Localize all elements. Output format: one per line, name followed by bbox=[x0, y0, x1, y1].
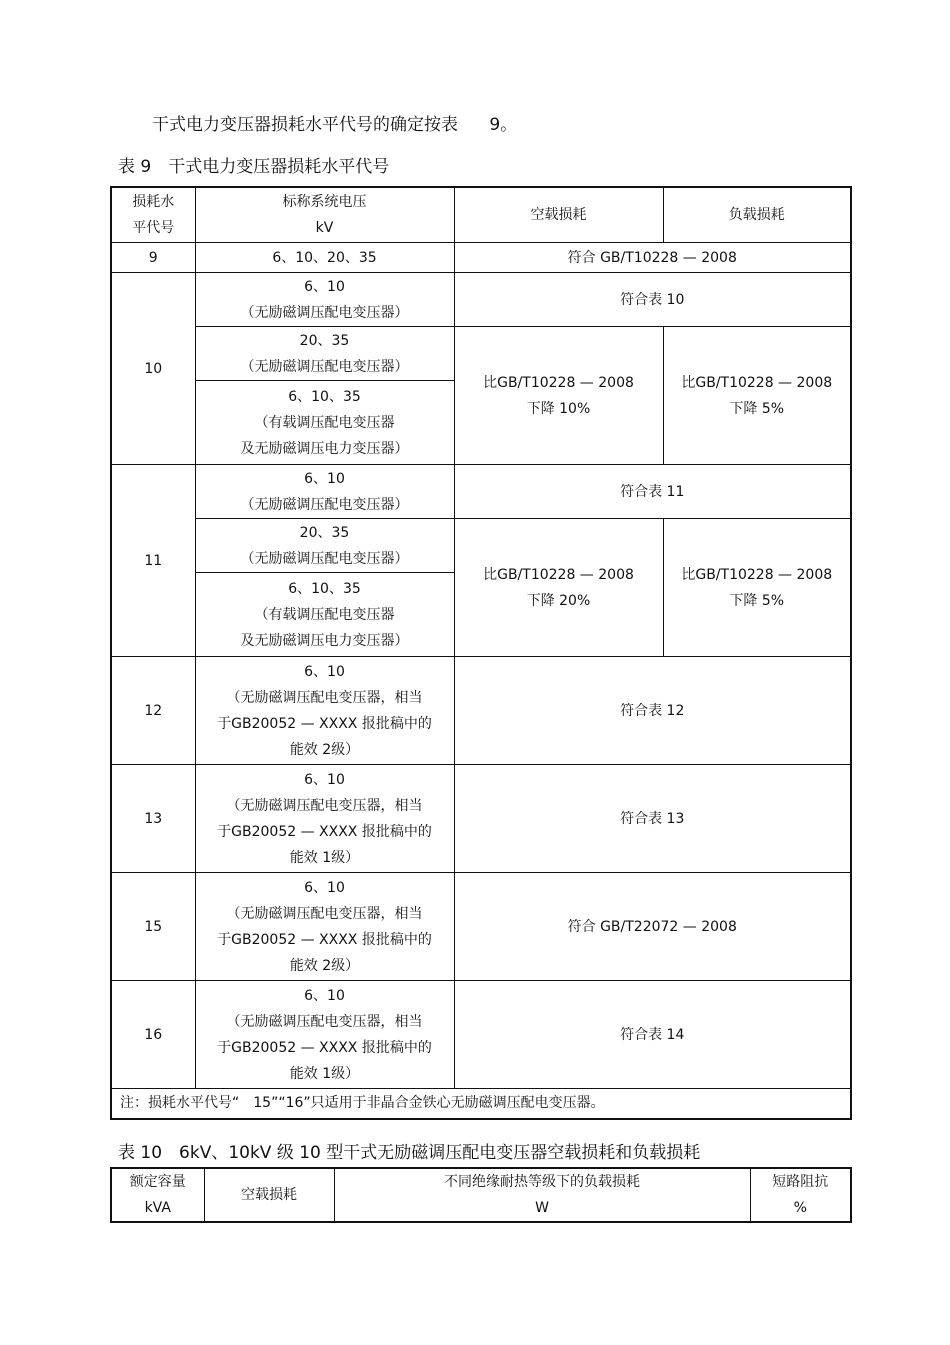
load-cell: 比GB/T10228 — 2008 下降 5% bbox=[663, 327, 851, 465]
table-row bbox=[111, 519, 851, 573]
voltage-cell: 20、35 （无励磁调压配电变压器） bbox=[195, 519, 454, 573]
voltage-cell: 6、10 （无励磁调压配电变压器，相当 于GB20052 — XXXX 报批稿中的 能效 2级） bbox=[195, 873, 454, 981]
table-row bbox=[111, 765, 851, 873]
code-cell: 10 bbox=[111, 273, 195, 465]
table-row bbox=[111, 327, 851, 381]
spec-cell: 符合表 12 bbox=[454, 657, 851, 765]
voltage-cell: 20、35 （无励磁调压配电变压器） bbox=[195, 327, 454, 381]
voltage-cell: 6、10 （无励磁调压配电变压器，相当 于GB20052 — XXXX 报批稿中的 能效 1级） bbox=[195, 981, 454, 1089]
header-impedance: 短路阻抗 % bbox=[750, 1168, 851, 1222]
voltage-cell: 6、10 （无励磁调压配电变压器，相当 于GB20052 — XXXX 报批稿中的 能效 1级） bbox=[195, 765, 454, 873]
table-row bbox=[111, 657, 851, 765]
intro-text: 干式电力变压器损耗水平代号的确定按表 bbox=[152, 115, 458, 135]
table-row bbox=[111, 273, 851, 327]
voltage-cell: 6、10 （无励磁调压配电变压器） bbox=[195, 465, 454, 519]
code-cell: 12 bbox=[111, 657, 195, 765]
table-row bbox=[111, 873, 851, 981]
header-voltage: 标称系统电压 kV bbox=[195, 187, 454, 243]
code-cell: 11 bbox=[111, 465, 195, 657]
table10-header bbox=[110, 1167, 852, 1223]
noload-cell: 比GB/T10228 — 2008 下降 20% bbox=[454, 519, 663, 657]
table-row bbox=[111, 465, 851, 519]
table-note: 注：损耗水平代号“ 15”“16”只适用于非晶合金铁心无励磁调压配电变压器。 bbox=[111, 1089, 851, 1119]
noload-cell: 比GB/T10228 — 2008 下降 10% bbox=[454, 327, 663, 465]
table-header-row bbox=[111, 187, 851, 243]
load-cell: 比GB/T10228 — 2008 下降 5% bbox=[663, 519, 851, 657]
code-cell: 9 bbox=[111, 243, 195, 273]
intro-ref: 9。 bbox=[489, 115, 518, 135]
header-load: 负载损耗 bbox=[663, 187, 851, 243]
code-cell: 16 bbox=[111, 981, 195, 1089]
loss-level-table bbox=[110, 186, 852, 1120]
table9-caption: 表 9 干式电力变压器损耗水平代号 bbox=[118, 157, 390, 177]
code-cell: 13 bbox=[111, 765, 195, 873]
header-capacity: 额定容量 kVA bbox=[111, 1168, 204, 1222]
header-noload: 空载损耗 bbox=[454, 187, 663, 243]
table-row bbox=[111, 243, 851, 273]
header-noload: 空载损耗 bbox=[204, 1168, 334, 1222]
spec-cell: 符合表 14 bbox=[454, 981, 851, 1089]
code-cell: 15 bbox=[111, 873, 195, 981]
voltage-cell: 6、10 （无励磁调压配电变压器，相当 于GB20052 — XXXX 报批稿中的 能效 2级） bbox=[195, 657, 454, 765]
voltage-cell: 6、10、35 （有载调压配电变压器 及无励磁调压电力变压器） bbox=[195, 381, 454, 465]
header-code: 损耗水 平代号 bbox=[111, 187, 195, 243]
voltage-cell: 6、10、35 （有载调压配电变压器 及无励磁调压电力变压器） bbox=[195, 573, 454, 657]
note-row bbox=[111, 1089, 851, 1119]
voltage-cell: 6、10 （无励磁调压配电变压器） bbox=[195, 273, 454, 327]
spec-cell: 符合 GB/T22072 — 2008 bbox=[454, 873, 851, 981]
spec-cell: 符合 GB/T10228 — 2008 bbox=[454, 243, 851, 273]
spec-cell: 符合表 10 bbox=[454, 273, 851, 327]
spec-cell: 符合表 13 bbox=[454, 765, 851, 873]
table-row bbox=[111, 981, 851, 1089]
voltage-cell: 6、10、20、35 bbox=[195, 243, 454, 273]
header-load: 不同绝缘耐热等级下的负载损耗 W bbox=[334, 1168, 750, 1222]
table10-caption: 表 10 6kV、10kV 级 10 型干式无励磁调压配电变压器空载损耗和负载损耗 bbox=[118, 1143, 701, 1163]
intro-paragraph bbox=[152, 110, 517, 135]
spec-cell: 符合表 11 bbox=[454, 465, 851, 519]
